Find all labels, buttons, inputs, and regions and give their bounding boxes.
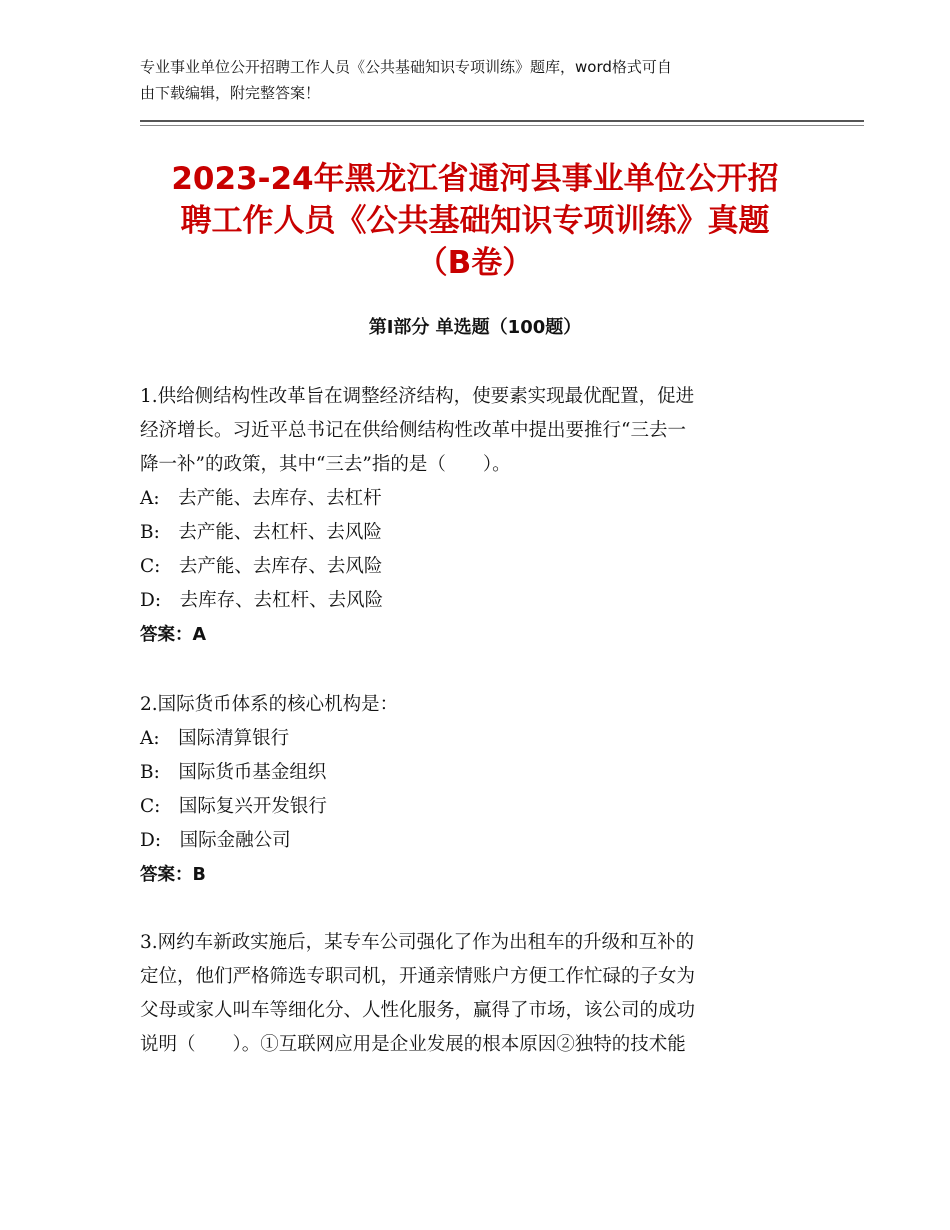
section-heading: 第Ⅰ部分 单选题（100题） [368,317,582,338]
question-1 [140,380,820,652]
title-line-1: 2023-24年黑龙江省通河县事业单位公开招 [171,161,779,197]
option-a: A: 国际清算银行 [140,728,290,749]
question-3 [140,926,820,1062]
title-line-3: （B卷） [416,245,534,281]
question-stem-line: 3.网约车新政实施后，某专车公司强化了作为出租车的升级和互补的 [140,932,695,953]
option-d: D: 国际金融公司 [140,830,291,851]
header-divider [140,120,864,122]
document-title [120,158,830,284]
question-stem-line: 2.国际货币体系的核心机构是： [140,694,399,715]
question-stem-line: 说明（ ）。①互联网应用是企业发展的根本原因②独特的技术能 [140,1034,686,1055]
question-2 [140,688,820,892]
option-b: B: 国际货币基金组织 [140,762,327,783]
answer-label: 答案：B [140,865,206,885]
title-line-2: 聘工作人员《公共基础知识专项训练》真题 [180,203,770,239]
option-b: B: 去产能、去杠杆、去风险 [140,522,382,543]
question-stem-line: 父母或家人叫车等细化分、人性化服务，赢得了市场，该公司的成功 [140,1000,696,1021]
question-stem-line: 定位，他们严格筛选专职司机，开通亲情账户方便工作忙碌的子女为 [140,966,696,987]
header-note [140,54,820,106]
question-stem-line: 1.供给侧结构性改革旨在调整经济结构，使要素实现最优配置，促进 [140,386,695,407]
option-c: C: 国际复兴开发银行 [140,796,327,817]
header-note-line-1: 专业事业单位公开招聘工作人员《公共基础知识专项训练》题库，word格式可自 [140,58,672,76]
option-d: D: 去库存、去杠杆、去风险 [140,590,384,611]
option-c: C: 去产能、去库存、去风险 [140,556,383,577]
option-a: A: 去产能、去库存、去杠杆 [140,488,382,509]
question-stem-line: 经济增长。习近平总书记在供给侧结构性改革中提出要推行“三去一 [140,420,686,441]
answer-label: 答案：A [140,625,207,645]
question-stem-line: 降一补”的政策，其中“三去”指的是（ ）。 [140,454,511,475]
header-divider-thin [140,125,864,126]
header-note-line-2: 由下载编辑，附完整答案！ [140,84,321,102]
